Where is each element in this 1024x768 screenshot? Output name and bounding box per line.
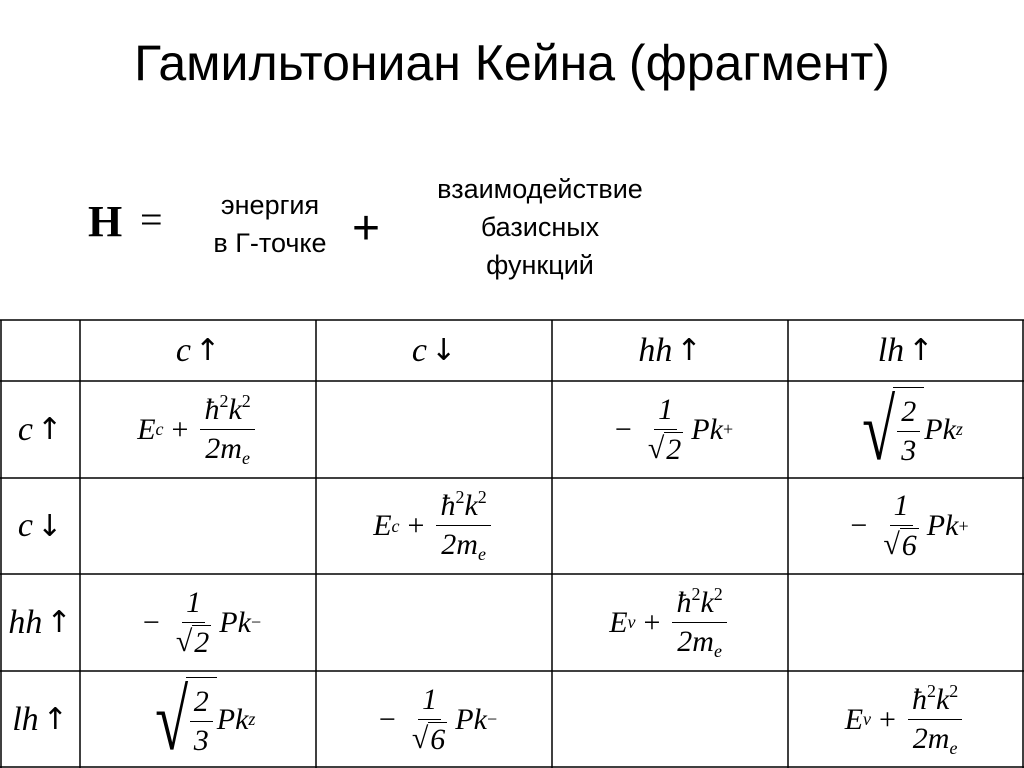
label-line: в Г-точке bbox=[213, 228, 327, 258]
formula: − 1 √ 6 Pk + bbox=[850, 489, 969, 562]
sqrt-icon: √ bbox=[175, 624, 193, 658]
plus-sign: + bbox=[352, 202, 381, 255]
label-line: функций bbox=[486, 250, 594, 280]
row-header-hh-up bbox=[0, 574, 80, 671]
column-header-c-down bbox=[316, 320, 552, 381]
arrow-down-icon: ↓ bbox=[36, 508, 63, 544]
fraction: $\frac{2}{3}$ bbox=[897, 395, 920, 468]
arrow-up-icon: ↑ bbox=[46, 605, 72, 640]
formula: E c + $\frac{ħ^2k^2}{2m_e}$ bbox=[373, 487, 495, 565]
fraction: $\frac{ħ^2k^2}{2m_e}$ bbox=[436, 487, 490, 565]
column-header-lh-up bbox=[788, 320, 1023, 381]
label-line: взаимодействие bbox=[437, 174, 643, 204]
formula: E v + $\frac{ħ^2k^2}{2m_e}$ bbox=[845, 681, 967, 759]
label-line: базисных bbox=[480, 212, 600, 242]
matrix-element-hh-up-hh-up bbox=[552, 574, 788, 671]
band-name: lh bbox=[877, 331, 905, 369]
row-header-c-down bbox=[0, 478, 80, 574]
formula: E v + $\frac{ħ^2k^2}{2m_e}$ bbox=[609, 584, 731, 662]
matrix-element-hh-up-c-up bbox=[80, 574, 316, 671]
arrow-up-icon: ↑ bbox=[36, 412, 63, 447]
band-name: c bbox=[17, 507, 33, 544]
sqrt-icon: √ bbox=[647, 431, 665, 465]
column-header-c-up bbox=[80, 320, 316, 381]
column-header-hh-up bbox=[552, 320, 788, 381]
row-header-lh-up bbox=[0, 671, 80, 768]
arrow-up-icon: ↑ bbox=[676, 333, 702, 368]
arrow-up-icon: ↑ bbox=[908, 333, 934, 368]
sqrt-icon: √ bbox=[411, 721, 429, 755]
formula: E c + $\frac{ħ^2k^2}{2m_e}$ bbox=[137, 391, 259, 469]
matrix-element-lh-up-c-up bbox=[80, 671, 316, 768]
row-header-c-up bbox=[0, 381, 80, 478]
matrix-element-c-up-c-up bbox=[80, 381, 316, 478]
fraction: $\frac{ħ^2k^2}{2m_e}$ bbox=[908, 681, 962, 759]
fraction: 1 √ 2 bbox=[647, 392, 682, 466]
band-name: lh bbox=[12, 700, 39, 738]
equals-sign: = bbox=[140, 197, 163, 242]
matrix-element-lh-up-lh-up bbox=[788, 671, 1023, 768]
matrix-element-lh-up-c-down bbox=[316, 671, 552, 768]
formula: − 1 √ 2 Pk − bbox=[142, 585, 262, 659]
formula: √ $\frac{2}{3}$ Pk z bbox=[862, 381, 963, 478]
band-name: c bbox=[411, 331, 427, 369]
matrix-element-c-up-lh-up bbox=[788, 381, 1023, 478]
sqrt-icon: √ bbox=[883, 528, 900, 561]
matrix-element-c-up-hh-up bbox=[552, 381, 788, 478]
arrow-up-icon: ↑ bbox=[42, 702, 68, 737]
formula: − 1 √ 6 Pk − bbox=[378, 682, 498, 756]
fraction: 1 √ 2 bbox=[175, 585, 210, 659]
band-name: hh bbox=[8, 603, 43, 641]
label-line: энергия bbox=[220, 190, 320, 220]
band-name: hh bbox=[638, 331, 673, 369]
band-name: c bbox=[17, 410, 33, 448]
arrow-up-icon: ↑ bbox=[194, 333, 221, 368]
formula: − 1 √ 2 Pk + bbox=[614, 392, 734, 466]
fraction: 1 √ 6 bbox=[883, 489, 917, 562]
band-name: c bbox=[175, 331, 191, 369]
sqrt-icon: √ bbox=[862, 381, 896, 478]
page-title: Гамильтониан Кейна (фрагмент) bbox=[134, 35, 890, 91]
hamiltonian-symbol: H bbox=[88, 197, 123, 246]
fraction: $\frac{ħ^2k^2}{2m_e}$ bbox=[200, 391, 254, 469]
sqrt-icon: √ bbox=[154, 671, 188, 768]
formula: √ $\frac{2}{3}$ Pk z bbox=[154, 671, 256, 768]
matrix-element-c-down-lh-up bbox=[788, 478, 1023, 574]
fraction: 1 √ 6 bbox=[411, 682, 446, 756]
matrix-element-c-down-c-down bbox=[316, 478, 552, 574]
fraction: $\frac{ħ^2k^2}{2m_e}$ bbox=[672, 584, 726, 662]
fraction: $\frac{2}{3}$ bbox=[190, 685, 213, 758]
arrow-down-icon: ↓ bbox=[430, 333, 457, 368]
